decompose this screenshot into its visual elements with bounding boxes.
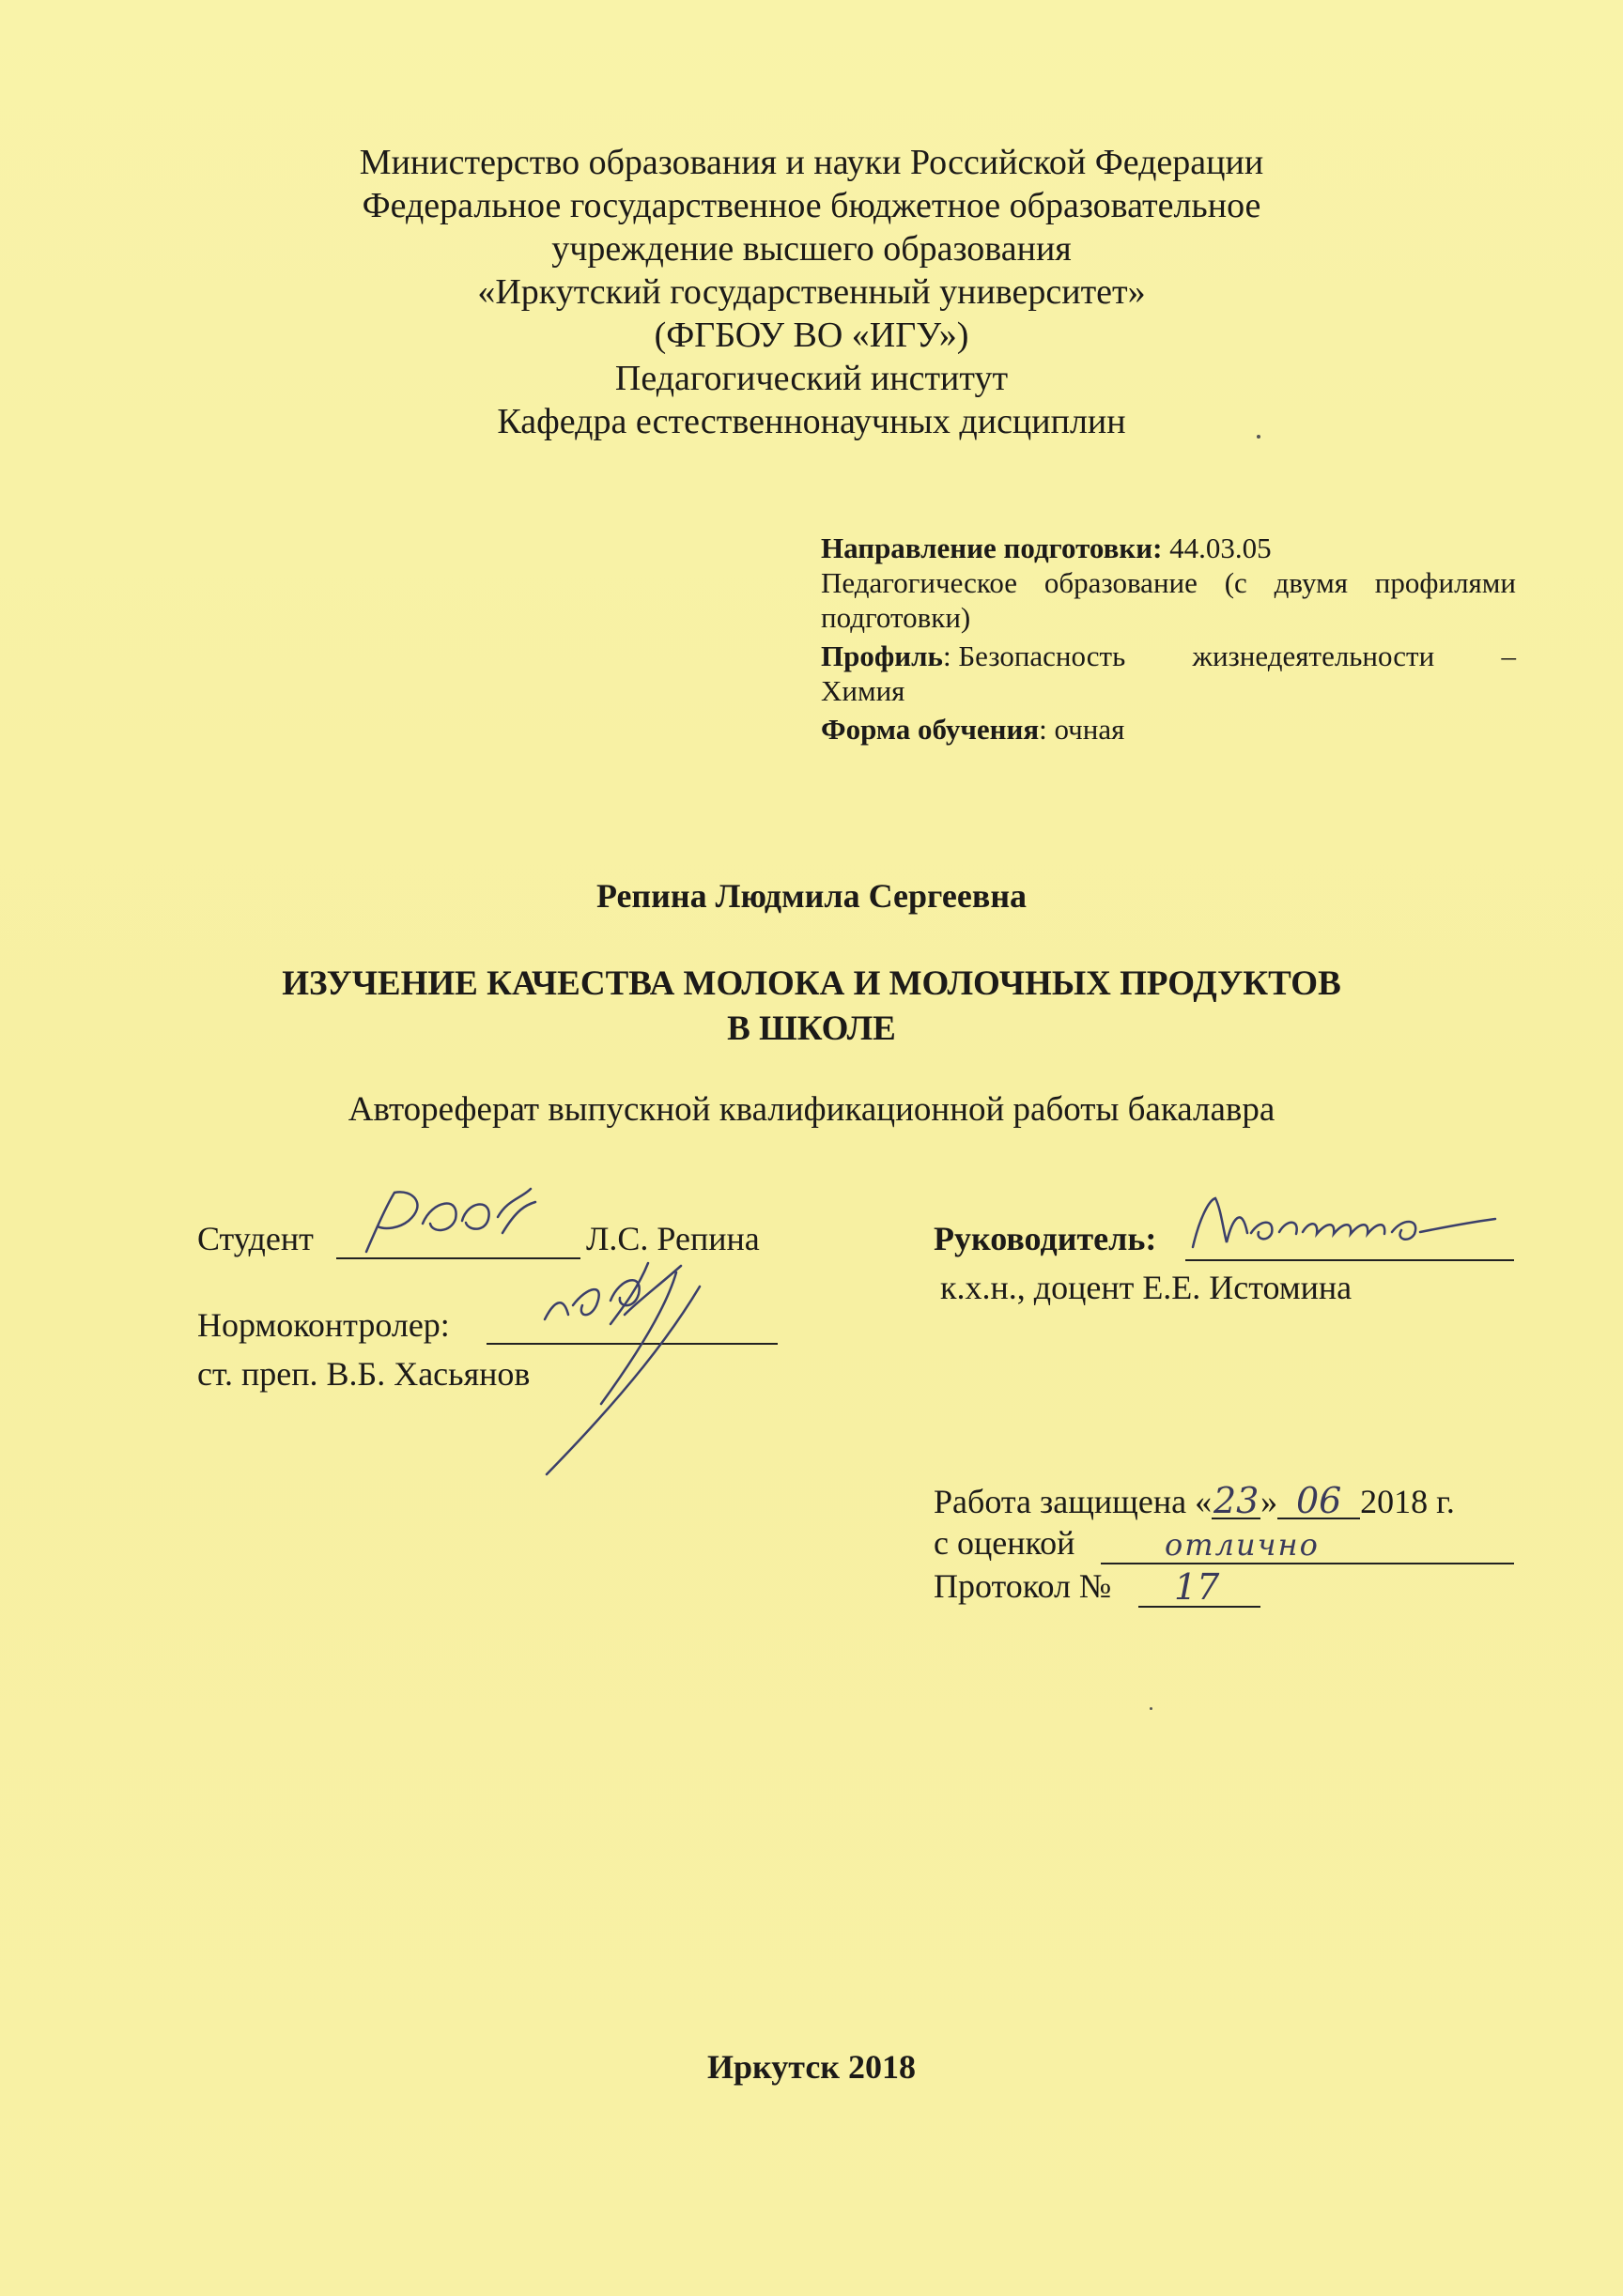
supervisor-name: к.х.н., доцент Е.Е. Истомина <box>940 1269 1352 1306</box>
form-line <box>821 712 1516 747</box>
student-signature-mark <box>357 1181 564 1266</box>
program-details <box>821 531 1516 747</box>
header-line-ministry: Министерство образования и науки Российской Федерации <box>359 143 1264 182</box>
grade-value: отлично <box>1165 1527 1320 1563</box>
profile-line2: Химия <box>821 674 905 707</box>
paper-speck <box>1257 435 1260 439</box>
direction-word: Педагогическое <box>821 566 1018 599</box>
direction-word: (с <box>1224 566 1247 599</box>
direction-word: образование <box>1043 566 1198 599</box>
student-label: Студент <box>197 1220 314 1257</box>
defense-day: 23 <box>1213 1480 1260 1521</box>
header-line-abbreviation: (ФГБОУ ВО «ИГУ») <box>654 316 969 355</box>
defense-month: 06 <box>1277 1484 1360 1519</box>
header-line-institute: Педагогический институт <box>614 359 1009 398</box>
supervisor-label: Руководитель: <box>934 1220 1157 1257</box>
header-line-department: Кафедра естественнонаучных дисциплин <box>497 402 1126 441</box>
direction-label: Направление подготовки: <box>821 532 1163 564</box>
profile-word: жизнедеятельности <box>1192 639 1435 672</box>
paper-speck <box>1150 1707 1152 1710</box>
title-line1: ИЗУЧЕНИЕ КАЧЕСТВА МОЛОКА И МОЛОЧНЫХ ПРОДУКТОВ <box>282 964 1341 1003</box>
header-line-federal: Федеральное государственное бюджетное образовательное <box>362 186 1261 225</box>
institution-header <box>0 141 1623 443</box>
defense-year: 2018 г. <box>1360 1483 1455 1520</box>
profile-label: Профиль <box>821 639 943 672</box>
grade-line <box>1101 1563 1514 1564</box>
profile-line <box>821 639 1516 673</box>
author-name: Репина Людмила Сергеевна <box>595 877 1028 915</box>
document-type: Автореферат выпускной квалификационной работы бакалавра <box>348 1090 1275 1129</box>
thesis-title <box>0 962 1623 1052</box>
defense-separator: » <box>1260 1483 1278 1520</box>
direction-name-line <box>821 565 1516 600</box>
direction-word: двумя <box>1274 566 1348 599</box>
profile-word: – <box>1501 639 1516 672</box>
defense-label: Работа защищена « <box>934 1483 1213 1520</box>
direction-word: профилями <box>1374 566 1516 599</box>
header-line-institution-type: учреждение высшего образования <box>551 229 1072 269</box>
protocol-label: Протокол № <box>934 1567 1112 1605</box>
protocol-value: 17 <box>1174 1566 1220 1608</box>
header-line-university: «Иркутский государственный университет» <box>477 272 1146 312</box>
direction-line <box>821 531 1516 565</box>
normcontrol-label: Нормоконтролер: <box>197 1306 450 1344</box>
direction-name-line2: подготовки) <box>821 601 971 634</box>
supervisor-signature-mark <box>1185 1191 1505 1266</box>
defense-line <box>934 1482 1455 1521</box>
normcontrol-signature-mark <box>535 1249 742 1484</box>
direction-code: 44.03.05 <box>1162 532 1272 564</box>
profile-word: : Безопасность <box>942 639 1126 672</box>
title-line2: В ШКОЛЕ <box>727 1009 896 1048</box>
grade-label: с оценкой <box>934 1524 1075 1562</box>
form-label: Форма обучения <box>821 713 1040 746</box>
student-name: Л.С. Репина <box>586 1220 760 1257</box>
form-value: : очная <box>1039 713 1125 746</box>
normcontrol-name: ст. преп. В.Б. Хасьянов <box>197 1355 531 1393</box>
city-year: Иркутск 2018 <box>706 2048 917 2086</box>
